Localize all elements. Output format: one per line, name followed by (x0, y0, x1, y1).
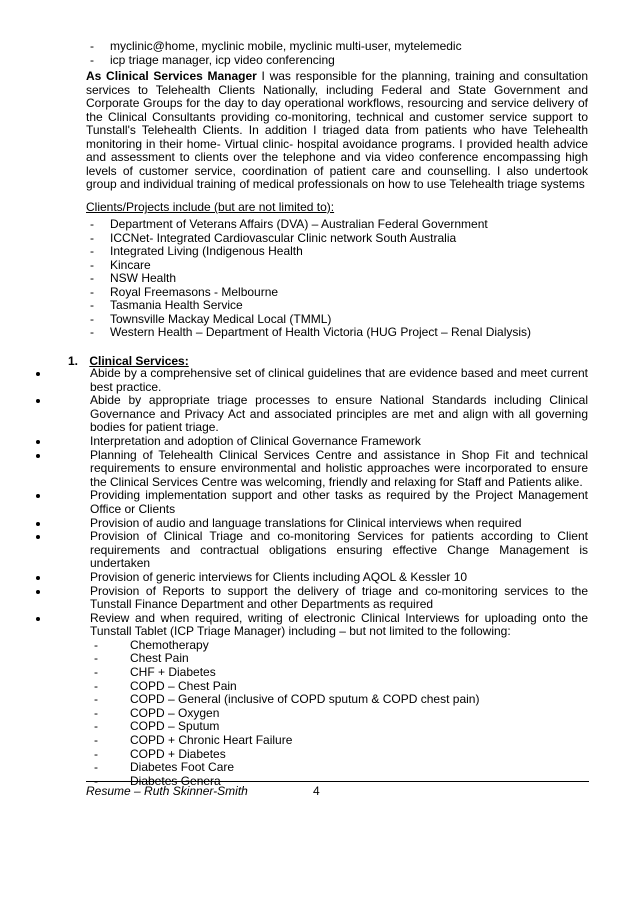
product-list (86, 40, 596, 67)
list-item: - Department of Veterans Affairs (DVA) – Australian Federal Government (90, 217, 488, 231)
list-item: - Townsville Mackay Medical Local (TMML) (90, 311, 332, 326)
bullet-item: Planning of Telehealth Clinical Services Centre and assistance in Shop Fit and technical requirements to ensure environmental and holistic approaches were incorporated to ensure the Clinical Services Centre was welcoming, friendly and relaxing for Staff and Patients alike. (36, 449, 588, 490)
list-item: - Kincare (90, 257, 151, 272)
list-item: - Diabetes Genera (94, 773, 221, 788)
bullet-item: Provision of audio and language translations for Clinical interviews when required (36, 517, 588, 531)
bullet-icon (36, 494, 40, 498)
bullet-icon (36, 522, 40, 526)
bullet-item: Provision of Reports to support the delivery of triage and co-monitoring services to the Tunstall Finance Department and other Departments as required (36, 585, 588, 612)
interviews-list (90, 639, 588, 789)
list-item: - Integrated Living (Indigenous Health (90, 244, 303, 258)
list-item: - myclinic@home, myclinic mobile, myclinic multi-user, mytelemedic (90, 39, 462, 53)
bullet-item: Abide by a comprehensive set of clinical guidelines that are evidence based and meet current best practice. (36, 367, 588, 394)
dash-marker: - (90, 52, 94, 67)
bullet-icon (36, 372, 40, 376)
list-item: - Western Health – Department of Health Victoria (HUG Project – Renal Dialysis) (90, 325, 532, 339)
bullet-icon (36, 454, 40, 458)
list-item: - CHF + Diabetes (94, 665, 216, 680)
list-item: - Tasmania Health Service (90, 298, 243, 312)
section-number: 1. (68, 354, 79, 368)
list-item: - ICCNet- Integrated Cardiovascular Clinic network South Australia (90, 230, 457, 245)
dash-marker: - (90, 39, 94, 53)
list-item: - Chemotherapy (94, 637, 209, 652)
bullet-icon (36, 617, 40, 621)
list-item: - Royal Freemasons - Melbourne (90, 284, 279, 299)
bullet-icon (36, 535, 40, 539)
bullet-icon (36, 399, 40, 403)
role-description: I was responsible for the planning, training and consultation services to Telehealth Clients Nationally, including Federal and State Government and Corporate Groups for the day to day operational workflows, resourcing and service delivery of the Clinical Consultants providing co-monitoring, technical and customer service support to Tunstall's Telehealth Clients. In addition I triaged data from patients who have Telehealth monitoring in their home- Virtual clinic- hospital avoidance programs. I provided health advice and assessment to clients over the telephone and via video conference encompassing high levels of customer service, coordination of patient care and counselling. I also undertook group and individual training of medical professionals on how to use Telehealth triage systems (86, 69, 588, 191)
list-item: - COPD + Diabetes (94, 746, 226, 761)
footer-divider (86, 781, 589, 782)
list-item: - COPD – Sputum (94, 719, 220, 734)
bullet-item: Providing implementation support and other tasks as required by the Project Management Office or Clients (36, 489, 588, 516)
list-item: - COPD – Oxygen (94, 705, 220, 720)
bullet-item: Provision of Clinical Triage and co-monitoring Services for patients according to Client requirements and contractual obligations ensuring effective Change Management is undertaken (36, 530, 588, 571)
list-item: - COPD – General (inclusive of COPD sputum & COPD chest pain) (94, 692, 480, 707)
section-title: Clinical Services: (89, 354, 189, 368)
bullet-icon (36, 440, 40, 444)
bullet-icon (36, 590, 40, 594)
clients-heading: Clients/Projects include (but are not limited to): (86, 200, 335, 214)
footer-title: Resume – Ruth Skinner-Smith (86, 784, 248, 798)
list-item: - COPD – Chest Pain (94, 678, 237, 693)
list-item: - Diabetes Foot Care (94, 760, 235, 775)
list-item: - NSW Health (90, 271, 177, 285)
list-item: - icp triage manager, icp video conferencing (90, 52, 335, 67)
bullet-item: Abide by appropriate triage processes to ensure National Standards including Clinical Governance and Privacy Act and associated principles are met and align with all governing bodies for patient triage. (36, 394, 588, 435)
page-number: 4 (313, 784, 320, 798)
list-item: - COPD + Chronic Heart Failure (94, 733, 293, 748)
clinical-services-list (36, 367, 588, 788)
list-item: - Chest Pain (94, 651, 189, 666)
role-title: As Clinical Services Manager (86, 69, 257, 83)
bullet-item: Provision of generic interviews for Clients including AQOL & Kessler 10 (36, 571, 588, 585)
bullet-item: Review and when required, writing of electronic Clinical Interviews for uploading onto the Tunstall Tablet (ICP Triage Manager) including – but not limited to the following: - Chemotherapy - Chest Pain - CHF + Diabetes - COPD – Chest Pain - COPD – General (inclusive of COPD sputum & COPD chest pain) - COPD – Oxygen - COPD – Sputum - COPD + Chronic Heart Failure - COPD + Diabetes - Diabetes Foot Care - Diabetes Genera (36, 612, 588, 789)
bullet-item: Interpretation and adoption of Clinical Governance Framework (36, 435, 588, 449)
clients-list (86, 218, 596, 340)
role-paragraph (86, 70, 588, 192)
bullet-icon (36, 576, 40, 580)
